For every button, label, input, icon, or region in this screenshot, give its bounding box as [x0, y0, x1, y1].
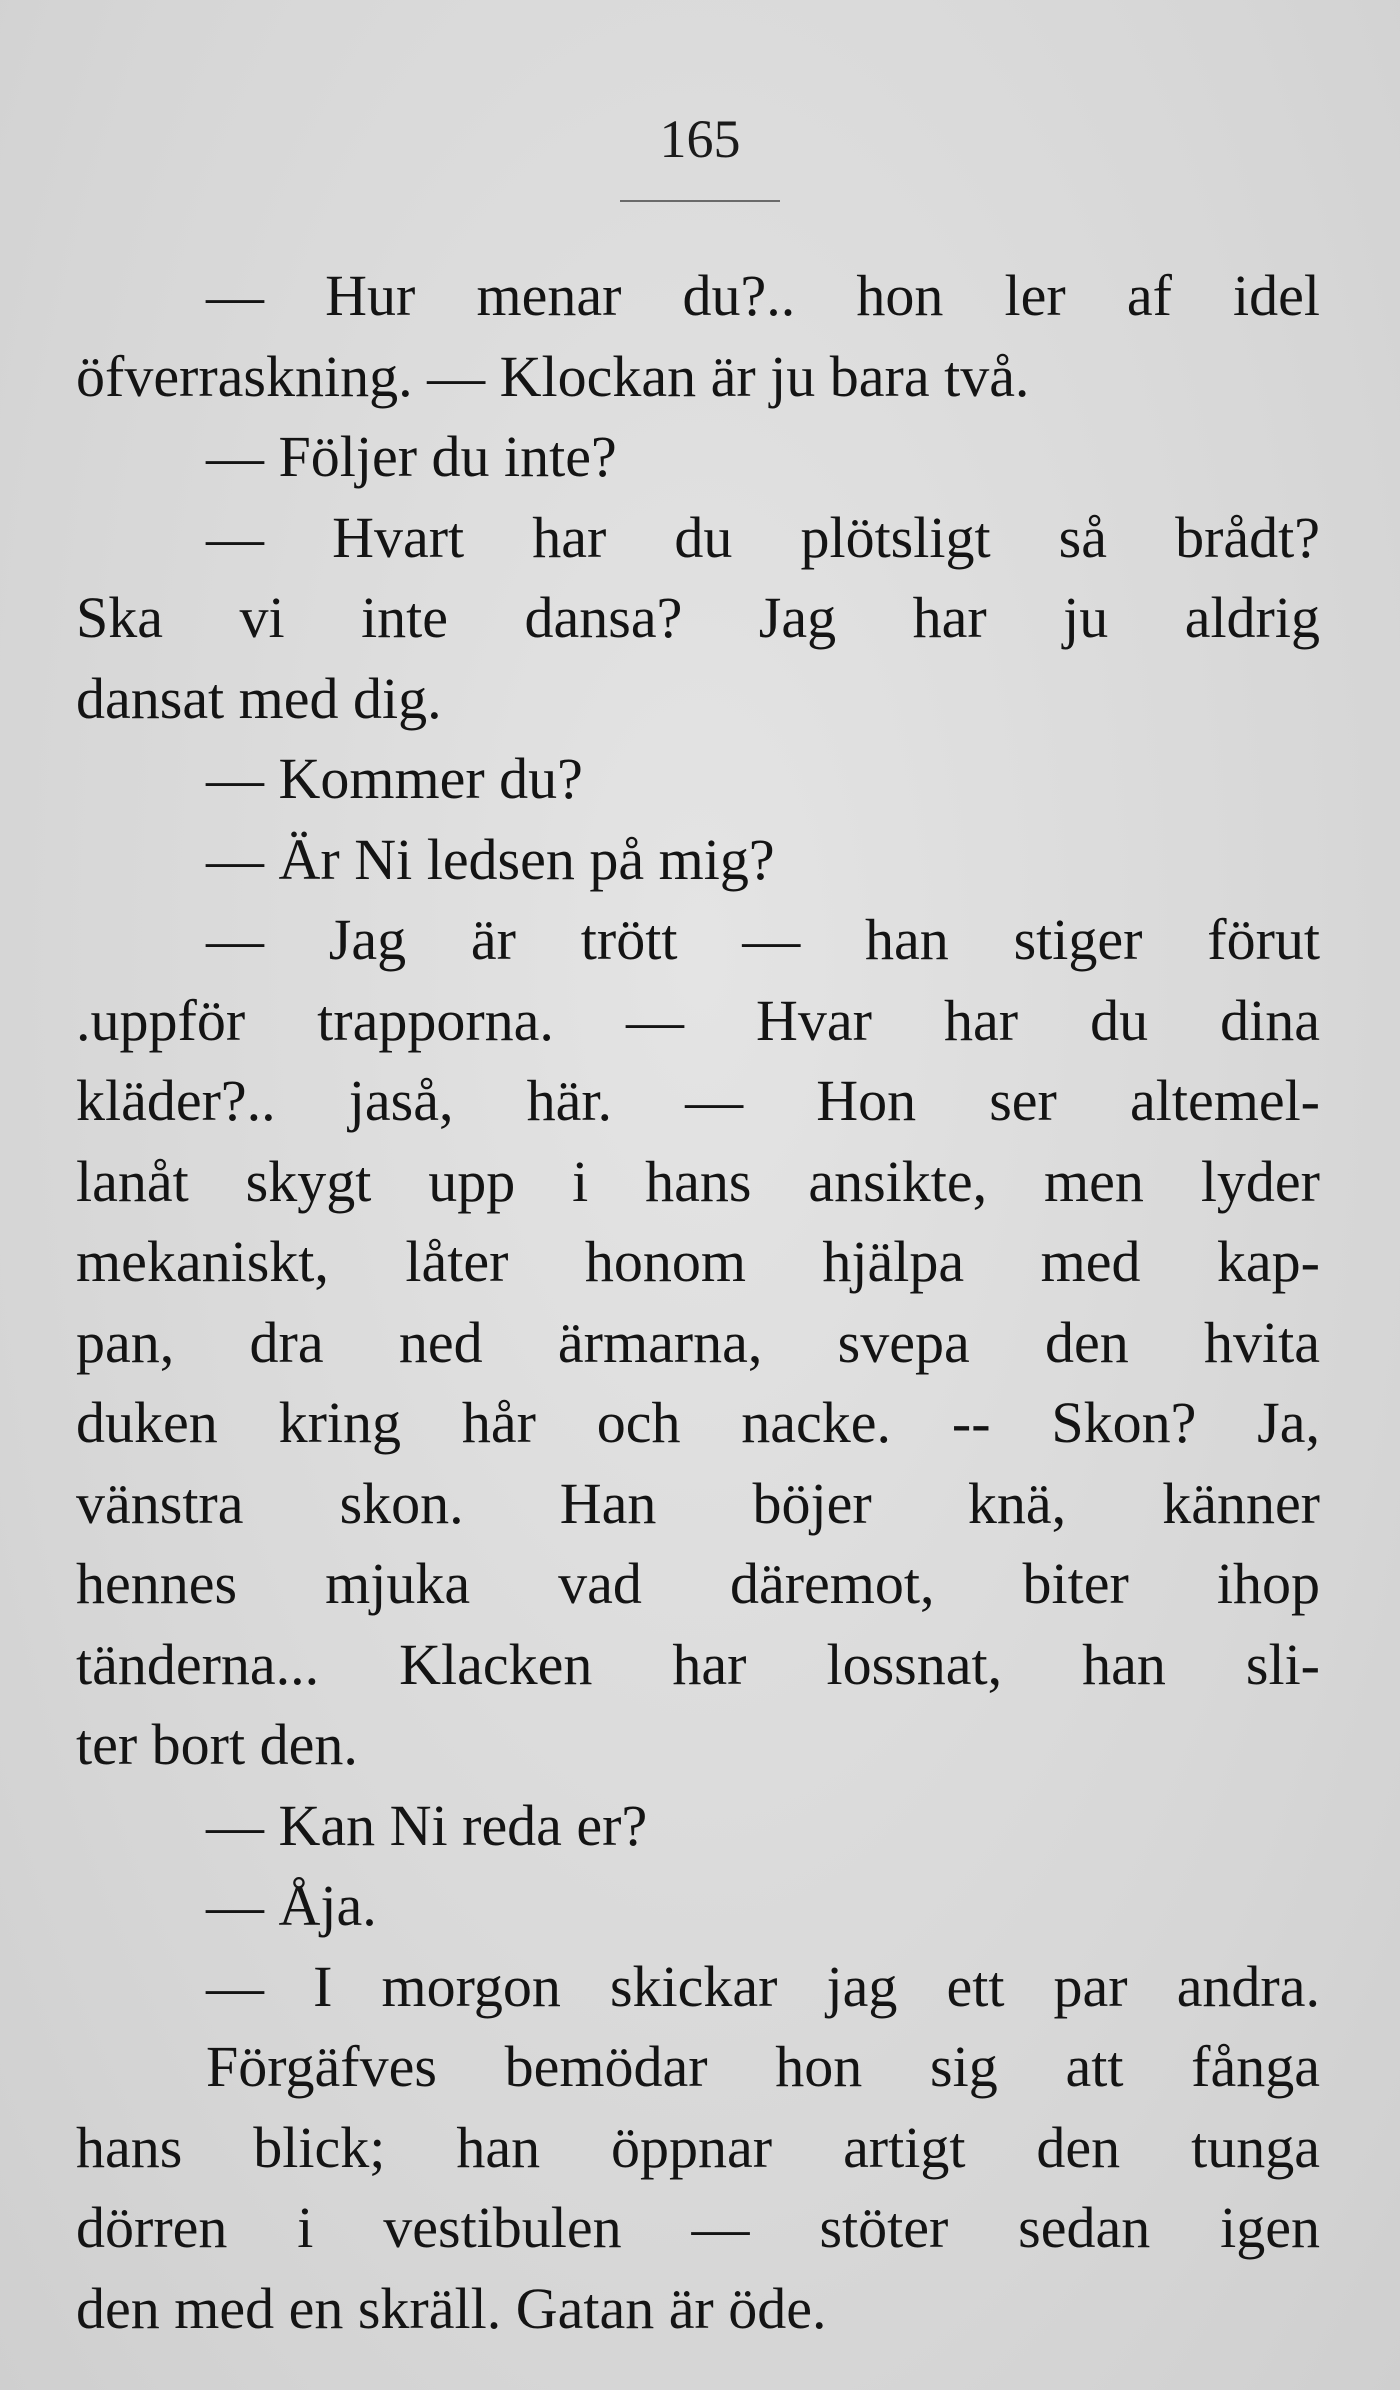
text-line: — Är Ni ledsen på mig? — [206, 826, 775, 892]
text-line: tänderna... Klacken har lossnat, han sli- — [76, 1631, 1320, 1697]
text-line: mekaniskt, låter honom hjälpa med kap- — [76, 1229, 1320, 1294]
text-line: — Följer du inte? — [206, 424, 617, 489]
text-line: kläder?.. jaså, här. — Hon ser altemel- — [76, 1068, 1320, 1133]
text-line: hennes mjuka vad däremot, biter ihop — [76, 1551, 1320, 1616]
text-line: den med en skräll. Gatan är öde. — [76, 2275, 827, 2341]
text-line: .uppför trapporna. — Hvar har du dina — [76, 987, 1320, 1053]
body-text — [76, 256, 1320, 2349]
text-line: — Åja. — [206, 1873, 377, 1938]
text-line: dörren i vestibulen — stöter sedan igen — [76, 2195, 1320, 2260]
text-line: pan, dra ned ärmarna, svepa den hvita — [76, 1309, 1320, 1375]
text-line: — Kan Ni reda er? — [206, 1792, 648, 1858]
text-line: — Hvart har du plötsligt så brådt? — [206, 504, 1320, 570]
text-line: ter bort den. — [76, 1712, 358, 1777]
text-line: Ska vi inte dansa? Jag har ju aldrig — [76, 585, 1320, 650]
text-line: öfverraskning. — Klockan är ju bara två. — [76, 343, 1030, 409]
text-line: — I morgon skickar jag ett par andra. — [206, 1953, 1320, 2019]
text-line: lanåt skygt upp i hans ansikte, men lyder — [76, 1148, 1320, 1214]
text-line: vänstra skon. Han böjer knä, känner — [76, 1470, 1320, 1536]
text-line: — Jag är trött — han stiger förut — [206, 907, 1320, 972]
text-line: — Hur menar du?.. hon ler af idel — [206, 263, 1320, 328]
page-number: 165 — [659, 109, 741, 169]
text-line: duken kring hår och nacke. -- Skon? Ja, — [76, 1390, 1320, 1455]
text-line: hans blick; han öppnar artigt den tunga — [76, 2114, 1320, 2180]
text-line: — Kommer du? — [206, 746, 583, 811]
text-line: dansat med dig. — [76, 665, 442, 731]
text-line: Förgäfves bemödar hon sig att fånga — [206, 2034, 1320, 2099]
header-rule — [620, 200, 780, 202]
